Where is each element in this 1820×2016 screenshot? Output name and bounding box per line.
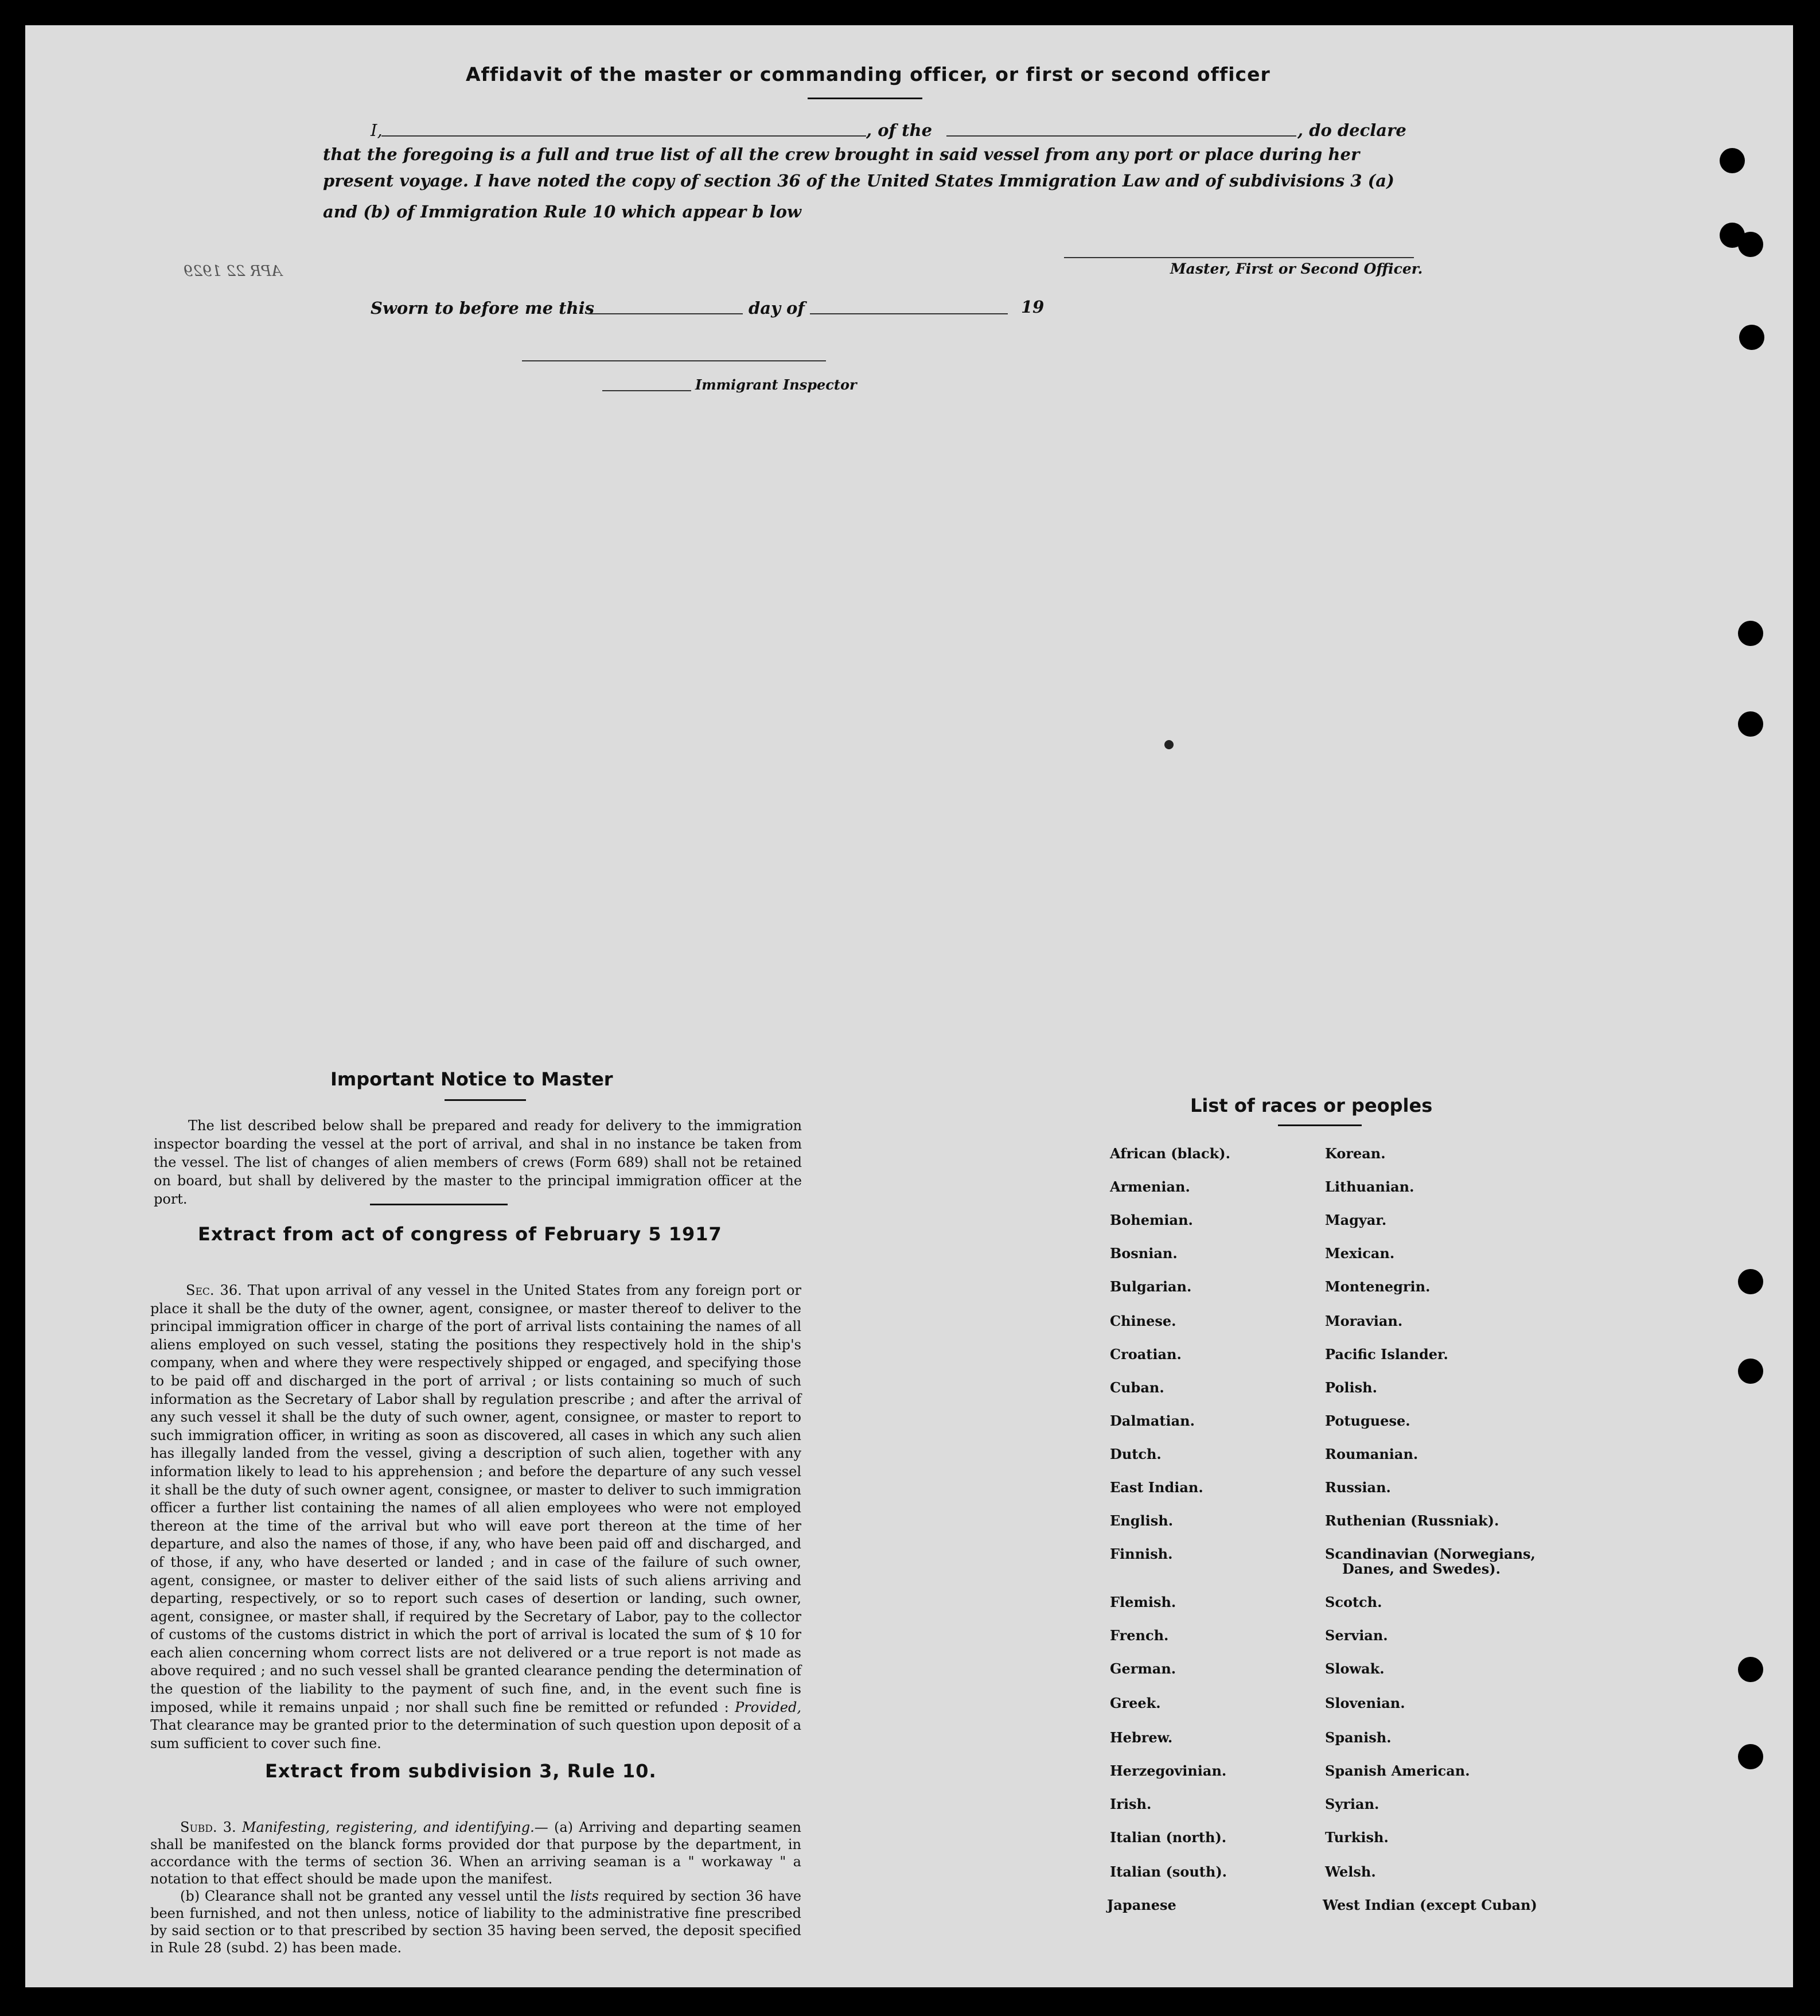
subd-label: Subd. 3. <box>180 1819 236 1835</box>
sworn-label: Sworn to before me this <box>371 298 594 318</box>
race-left-12: Finnish. <box>1110 1546 1173 1562</box>
affidavit-i-label: I, <box>371 120 383 140</box>
race-right-23: West Indian (except Cuban) <box>1323 1897 1537 1913</box>
race-left-19: Irish. <box>1110 1796 1152 1812</box>
sworn-month-line <box>810 313 1008 314</box>
notice-body: The list described below shall be prepared and ready for delivery to the immigration inspector boarding the vessel at the port of arrival, and shal in no instance be taken from the vessel. The list of changes of alien members of crews (Form 689) shall not be retained on board, but shall by delivered by the master to the principal immigration officer at the port. <box>154 1118 802 1207</box>
race-right-22: Welsh. <box>1325 1863 1376 1880</box>
race-right-9: Roumanian. <box>1325 1446 1418 1462</box>
race-right-8: Potuguese. <box>1325 1412 1410 1429</box>
race-left-1: Armenian. <box>1110 1178 1190 1195</box>
race-left-10: East Indian. <box>1110 1479 1203 1496</box>
para-b2: required by section 36 have been furnished, and not then unless, notice of liability to the administrative fine prescribed by said section or to that prescribed by section 35 having been served, the deposit specified in Rule 28 (subd. 2) has been made. <box>150 1888 801 1956</box>
race-left-13: Flemish. <box>1110 1594 1176 1610</box>
punch-hole <box>1739 325 1764 350</box>
race-right-12: Scandinavian (Norwegians, <box>1325 1546 1535 1562</box>
race-right-12-cont: Danes, and Swedes). <box>1342 1560 1501 1577</box>
received-date-stamp: APR 22 1929 <box>184 263 282 280</box>
punch-hole <box>1738 1269 1763 1294</box>
race-right-3: Mexican. <box>1325 1245 1395 1262</box>
race-right-5: Moravian. <box>1325 1313 1403 1329</box>
punch-hole <box>1738 1657 1763 1682</box>
race-right-16: Slowak. <box>1325 1660 1385 1677</box>
race-right-15: Servian. <box>1325 1627 1388 1644</box>
para-a: — (a) Arriving and departing seamen shall be manifested on the blanck forms provided dor that purpose by the department, in accordance with the terms of section 36. When an arriving seaman is a " workaway " a notation to that effect should be made upon the manifest. <box>150 1819 801 1887</box>
day-of-label: day of <box>749 298 805 318</box>
subd-heading: Manifesting, registering, and identifying. <box>241 1819 535 1835</box>
rule-title: Extract from subdivision 3, Rule 10. <box>265 1760 657 1782</box>
race-left-9: Dutch. <box>1110 1446 1162 1462</box>
race-right-20: Syrian. <box>1325 1796 1379 1812</box>
name-line <box>381 135 866 137</box>
race-left-17: Hebrew. <box>1110 1729 1173 1746</box>
race-left-21: Italian (south). <box>1110 1863 1227 1880</box>
para-b-label: (b) <box>180 1888 200 1904</box>
races-title: List of races or peoples <box>1190 1095 1433 1116</box>
notice-title: Important Notice to Master <box>330 1068 613 1090</box>
punch-hole <box>1164 740 1174 749</box>
race-left-8: Dalmatian. <box>1110 1412 1195 1429</box>
race-right-17: Slovenian. <box>1325 1695 1405 1711</box>
affidavit-body-line1: that the foregoing is a full and true list of all the crew brought in said vessel from any port or place during her <box>323 145 1360 164</box>
race-right-21: Turkish. <box>1325 1829 1389 1846</box>
race-left-20: Italian (north). <box>1110 1829 1227 1846</box>
race-right-6: Pacific Islander. <box>1325 1346 1448 1363</box>
race-left-14: French. <box>1110 1627 1169 1644</box>
para-b1: Clearance shall not be granted any vessel until the <box>204 1888 566 1904</box>
affidavit-body-line3: and (b) of Immigration Rule 10 which appear b low <box>323 202 801 221</box>
punch-hole <box>1738 711 1763 737</box>
race-left-22: Japanese <box>1107 1897 1176 1913</box>
race-right-19: Spanish American. <box>1325 1762 1470 1779</box>
provided-label: Provided, <box>735 1699 801 1715</box>
act-title: Extract from act of congress of February 5 1917 <box>198 1223 722 1245</box>
punch-hole <box>1738 1744 1763 1769</box>
master-signature-label: Master, First or Second Officer. <box>1170 260 1423 277</box>
race-left-2: Bohemian. <box>1110 1212 1193 1228</box>
race-right-0: Korean. <box>1325 1145 1386 1162</box>
race-right-14: Scotch. <box>1325 1594 1382 1610</box>
notice-divider <box>370 1204 508 1205</box>
race-left-0: African (black). <box>1110 1145 1231 1162</box>
race-left-11: English. <box>1110 1512 1174 1529</box>
race-left-3: Bosnian. <box>1110 1245 1178 1262</box>
punch-hole <box>1738 1359 1763 1384</box>
notice-underline <box>445 1099 526 1101</box>
punch-hole <box>1738 232 1763 257</box>
race-right-2: Magyar. <box>1325 1212 1387 1228</box>
race-right-4: Montenegrin. <box>1325 1278 1431 1295</box>
race-right-7: Polish. <box>1325 1379 1377 1396</box>
race-left-16: Greek. <box>1110 1695 1161 1711</box>
race-left-18: Herzegovinian. <box>1110 1762 1227 1779</box>
punch-hole <box>1720 148 1745 173</box>
race-right-1: Lithuanian. <box>1325 1178 1414 1195</box>
sworn-day-line <box>588 313 743 314</box>
inspector-line <box>602 390 691 391</box>
affidavit-do-declare-label: , do declare <box>1297 120 1406 140</box>
race-left-5: Chinese. <box>1110 1313 1176 1329</box>
race-left-15: German. <box>1110 1660 1176 1677</box>
race-right-18: Spanish. <box>1325 1729 1392 1746</box>
race-left-7: Cuban. <box>1110 1379 1164 1396</box>
inspector-label: Immigrant Inspector <box>695 376 857 393</box>
rule-body <box>150 1819 801 1956</box>
race-right-11: Ruthenian (Russniak). <box>1325 1512 1499 1529</box>
affidavit-body-line2: present voyage. I have noted the copy of section 36 of the United States Immigration Law and of subdivisions 3 (a) <box>323 171 1394 190</box>
affidavit-of-the-label: , of the <box>866 120 933 140</box>
punch-hole <box>1738 621 1763 646</box>
races-underline <box>1278 1124 1362 1126</box>
race-left-4: Bulgarian. <box>1110 1278 1192 1295</box>
sec-label: Sec. 36. <box>186 1282 242 1298</box>
inspector-line-upper <box>522 360 826 361</box>
race-right-10: Russian. <box>1325 1479 1391 1496</box>
race-left-6: Croatian. <box>1110 1346 1182 1363</box>
vessel-line <box>946 135 1296 137</box>
act-body-end: That clearance may be granted prior to the determination of such question upon deposit of a sum sufficient to cover such fine. <box>150 1717 801 1752</box>
master-signature-line <box>1064 257 1414 258</box>
act-body-text: That upon arrival of any vessel in the United States from any foreign port or place it shall be the duty of the owner, agent, consignee, or master thereof to deliver to the principal immigration officer in charge of the port of arrival lists containing the names of all aliens employed on such vessel, stating the positions they respectively hold in the ship's company, when and where they were respectively shipped or engaged, and specifying those to be paid off and discharged in the port of arrival ; or lists containing so much of such information as the Secretary of Labor shall by regulation prescribe ; and after the arrival of any such vessel it shall be the duty of such owner, agent, consignee, or master to report to such immigration officer, in writing as soon as discovered, all cases in which any such alien has illegally landed from the vessel, giving a description of such alien, together with any information likely to lead to his apprehension ; and before the departure of any such vessel it shall be the duty of such owner agent, consignee, or master to deliver to such immigration officer a further list containing the names of all alien employees who were not employed thereon at the time of the arrival but who will eave port thereon at the time of her departure, and also the names of those, if any, who have been paid off and discharged, and of those, if any, who have deserted or landed ; and in case of the failure of such owner, agent, consignee, or master to deliver either of the said lists of such aliens arriving and departing, respectively, or so to report such cases of desertion or landing, such owner, agent, consignee, or master shall, if required by the Secretary of Labor, pay to the collector of customs of the customs district in which the port of arrival is located the sum of $ 10 for each alien concerning whom correct lists are not delivered or a true report is not made as above required ; and no such vessel shall be granted clearance pending the determination of the question of the liability to the payment of such fine, and, in the event such fine is imposed, while it remains unpaid ; nor shall such fine be remitted or refunded : <box>150 1282 801 1715</box>
act-body <box>150 1282 801 1753</box>
year-label: 19 <box>1021 297 1045 317</box>
para-b-lists: lists <box>570 1888 599 1904</box>
affidavit-title: Affidavit of the master or commanding officer, or first or second officer <box>466 63 1271 85</box>
title-underline <box>808 98 922 99</box>
